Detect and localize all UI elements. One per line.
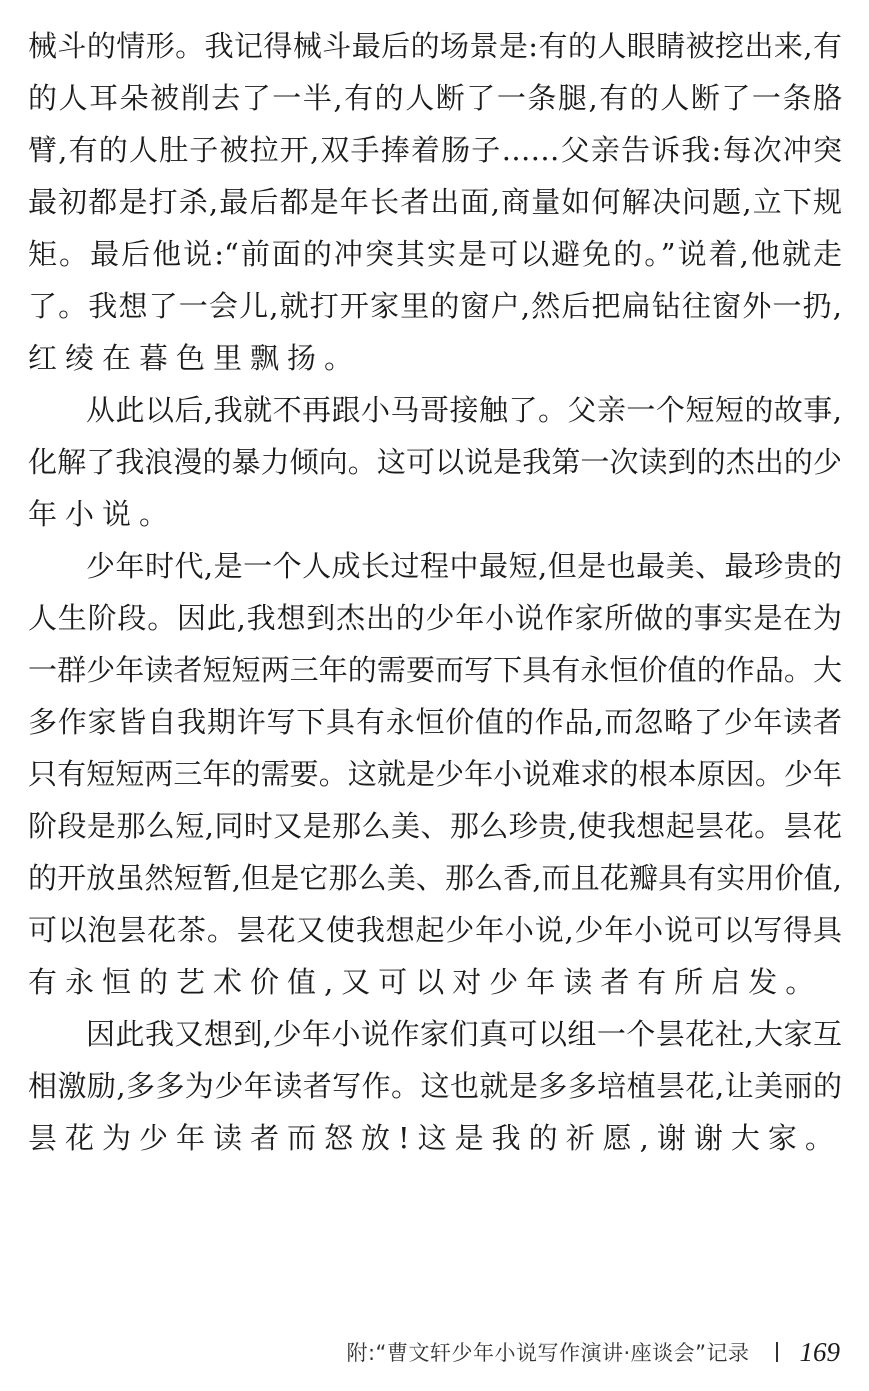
page-body [28,20,842,1164]
text-line: 的人耳朵被削去了一半,有的人断了一条腿,有的人断了一条胳 [28,81,842,115]
text-line: 年小说。 [28,497,177,531]
text-line: 可以泡昙花茶。昙花又使我想起少年小说,少年小说可以写得具 [28,913,842,947]
text-line: 了。我想了一会儿,就打开家里的窗户,然后把扁钻往窗外一扔, [28,289,842,323]
text-line: 矩。最后他说:“前面的冲突其实是可以避免的。”说着,他就走 [28,237,842,271]
paragraph [28,384,842,540]
paragraph [28,1008,842,1164]
paragraph [28,540,842,1008]
page-number: 169 [799,1336,840,1367]
paragraph [28,20,842,384]
running-title: 附:“曹文轩少年小说写作演讲·座谈会”记录 [346,1341,750,1365]
text-line: 相激励,多多为少年读者写作。这也就是多多培植昙花,让美丽的 [28,1069,842,1103]
text-line: 械斗的情形。我记得械斗最后的场景是:有的人眼睛被挖出来,有 [28,29,842,63]
text-line: 红绫在暮色里飘扬。 [28,341,362,375]
text-line: 阶段是那么短,同时又是那么美、那么珍贵,使我想起昙花。昙花 [28,809,842,843]
text-line: 因此我又想到,少年小说作家们真可以组一个昙花社,大家互 [86,1017,842,1051]
text-line: 有永恒的艺术价值,又可以对少年读者有所启发。 [28,965,823,999]
text-line: 多作家皆自我期许写下具有永恒价值的作品,而忽略了少年读者 [28,705,842,739]
footer-divider [776,1342,778,1362]
text-line: 最初都是打杀,最后都是年长者出面,商量如何解决问题,立下规 [28,185,842,219]
text-line: 人生阶段。因此,我想到杰出的少年小说作家所做的事实是在为 [28,601,842,635]
text-line: 化解了我浪漫的暴力倾向。这可以说是我第一次读到的杰出的少 [28,445,842,479]
text-line: 昙花为少年读者而怒放!这是我的祈愿,谢谢大家。 [28,1121,842,1155]
text-line: 少年时代,是一个人成长过程中最短,但是也最美、最珍贵的 [86,549,842,583]
page-footer [318,1332,840,1372]
text-line: 只有短短两三年的需要。这就是少年小说难求的根本原因。少年 [28,757,842,791]
text-line: 从此以后,我就不再跟小马哥接触了。父亲一个短短的故事, [86,393,842,427]
text-line: 一群少年读者短短两三年的需要而写下具有永恒价值的作品。大 [28,653,842,687]
text-line: 臂,有的人肚子被拉开,双手捧着肠子……父亲告诉我:每次冲突 [28,133,842,167]
text-line: 的开放虽然短暂,但是它那么美、那么香,而且花瓣具有实用价值, [28,861,842,895]
